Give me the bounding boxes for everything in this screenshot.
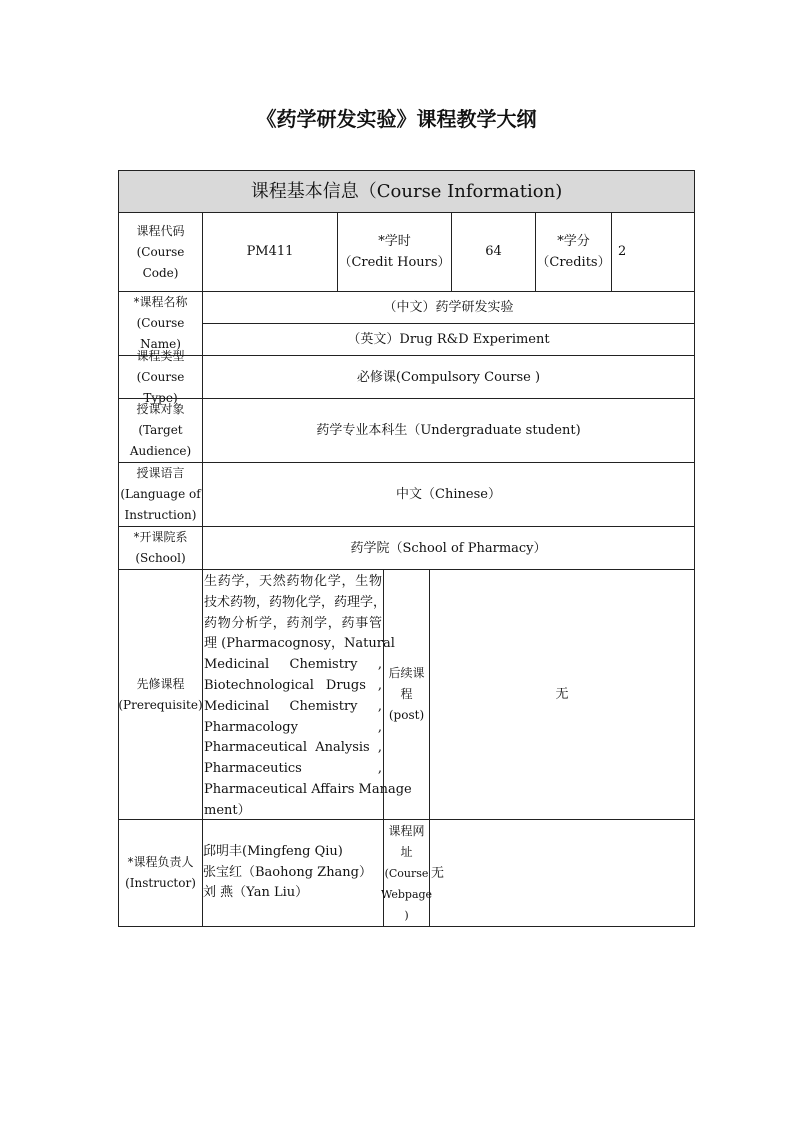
label-en: Instruction) xyxy=(124,508,197,522)
post-label xyxy=(383,569,430,820)
course-code-label xyxy=(118,212,203,292)
page-title: 《药学研发实验》课程教学大纲 xyxy=(256,107,537,131)
prerequisite-line: 技术药物，药物化学，药理学， xyxy=(204,594,387,610)
language-label xyxy=(118,462,203,527)
language-value: 中文（Chinese） xyxy=(202,462,695,527)
label-zh: 授课对象 xyxy=(136,402,185,416)
school-label xyxy=(118,526,203,570)
label-en: Audience) xyxy=(129,444,192,458)
prerequisite-line: Medicinal Chemistry , xyxy=(204,698,382,714)
label-zh: *课程名称 xyxy=(133,295,188,309)
prerequisite-line: Pharmacology , xyxy=(204,719,382,735)
label-zh: 课程类型 xyxy=(136,348,185,363)
credit-hours-label xyxy=(337,212,452,292)
label-en: (Target xyxy=(138,423,183,437)
credits-value: 2 xyxy=(611,212,695,292)
webpage-label xyxy=(380,819,433,927)
label-en: (Language of xyxy=(120,487,201,501)
prerequisite-line: Medicinal Chemistry , xyxy=(204,657,382,673)
target-audience-label xyxy=(118,398,203,463)
label-zh: 授课语言 xyxy=(136,466,185,480)
post-value: 无 xyxy=(429,569,695,820)
label-zh: *学分 xyxy=(557,234,590,249)
prerequisite-line: Biotechnological Drugs , xyxy=(204,677,382,693)
instructor-value xyxy=(202,819,384,927)
school-value: 药学院（School of Pharmacy） xyxy=(202,526,695,570)
prerequisite-line: Pharmaceutical Affairs Manage xyxy=(204,781,412,797)
course-code-value: PM411 xyxy=(202,212,338,292)
target-audience-value: 药学专业本科生（Undergraduate student) xyxy=(202,398,695,463)
label-zh: 课程网 xyxy=(388,823,425,838)
label-en: （Credits） xyxy=(536,255,611,270)
instructor-name: 邱明丰(Mingfeng Qiu) xyxy=(203,844,343,860)
label-en: (School) xyxy=(135,551,186,565)
section-header: 课程基本信息（Course Information) xyxy=(118,170,695,213)
course-type-value: 必修课(Compulsory Course ) xyxy=(202,355,695,399)
label-en: （Credit Hours） xyxy=(338,255,451,270)
label-zh: *课程负责人 xyxy=(127,855,194,869)
label-zh: 程 xyxy=(400,687,413,701)
label-en: (Prerequisite) xyxy=(118,697,203,712)
credit-hours-value: 64 xyxy=(451,212,536,292)
prerequisite-line: 生药学，天然药物化学，生物 xyxy=(204,574,382,589)
prerequisite-line: ment） xyxy=(204,802,251,818)
instructor-name: 刘 燕（Yan Liu） xyxy=(203,885,309,901)
prerequisite-line: Pharmaceutical Analysis , xyxy=(204,740,382,756)
label-en: (post) xyxy=(388,708,425,722)
label-zh: *学时 xyxy=(378,234,411,249)
label-zh: *开课院系 xyxy=(133,530,188,544)
label-zh: 先修课程 xyxy=(136,676,185,691)
course-type-label xyxy=(118,348,203,405)
prerequisite-line: Pharmaceutics , xyxy=(204,761,382,777)
label-zh: 课程代码 xyxy=(136,223,185,238)
course-name-zh: （中文）药学研发实验 xyxy=(202,291,695,324)
label-en: (Course Code) xyxy=(136,244,185,280)
label-en: (Instructor) xyxy=(125,876,196,890)
label-en: Name) xyxy=(140,337,181,351)
label-en: Webpage xyxy=(380,887,433,901)
prerequisite-line: 药物分析学，药剂学，药事管 xyxy=(204,615,382,631)
prerequisite-label xyxy=(118,569,203,820)
webpage-value: 无 xyxy=(429,819,695,927)
label-en: (Course Type) xyxy=(136,369,185,405)
label-en: (Course xyxy=(384,866,429,880)
label-en: (Course xyxy=(136,316,185,330)
label-zh: 址 xyxy=(400,844,413,859)
course-name-en: （英文）Drug R&D Experiment xyxy=(202,323,695,356)
prerequisite-line: 理 (Pharmacognosy，Natural xyxy=(204,636,395,652)
label-en: ) xyxy=(404,908,409,922)
credits-label xyxy=(535,212,612,292)
instructor-label xyxy=(118,819,203,927)
label-zh: 后续课 xyxy=(388,666,425,680)
instructor-name: 张宝红（Baohong Zhang） xyxy=(203,864,373,880)
